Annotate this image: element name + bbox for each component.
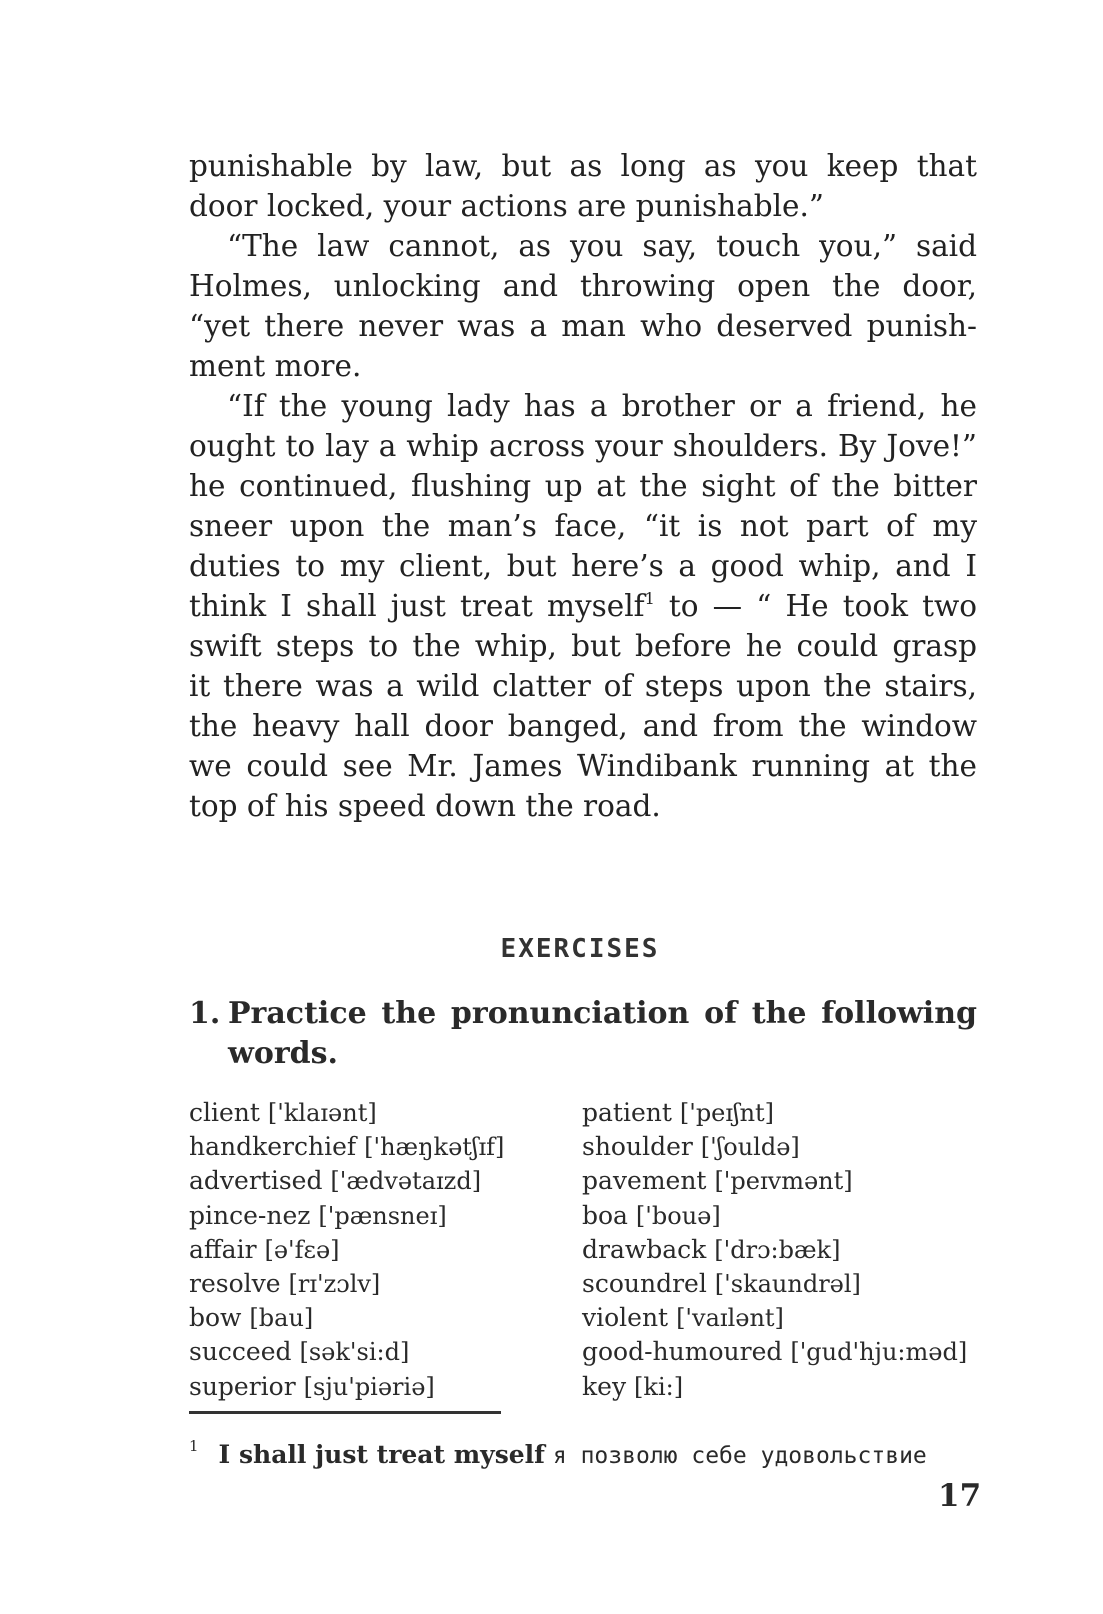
transcription: ['vaɪlənt] [676, 1304, 784, 1333]
word-entry [189, 1267, 549, 1301]
transcription: ['drɔ:bæk] [714, 1235, 841, 1264]
word-entry [582, 1130, 982, 1164]
paragraph-1 [189, 146, 977, 226]
word-entry [189, 1335, 549, 1369]
footnote-mark: 1 [189, 1437, 199, 1455]
word: good-humoured [582, 1337, 783, 1367]
text-line: sneer upon the man’s face, “it is not part of my [189, 509, 977, 543]
paragraph-2 [189, 226, 977, 386]
text-line: “If the young lady has a brother or a friend, he [227, 389, 977, 423]
word-list-right [582, 1096, 982, 1404]
task-number: 1. [189, 996, 221, 1031]
text-line: “The law cannot, as you say, touch you,” said [227, 229, 977, 263]
word: violent [582, 1303, 669, 1333]
text-line: it there was a wild clatter of steps upon the stairs, [189, 669, 977, 703]
transcription: [sju'piəriə] [303, 1372, 435, 1401]
story-text [189, 146, 977, 826]
word: advertised [189, 1166, 323, 1196]
word-entry [189, 1130, 549, 1164]
word: bow [189, 1303, 242, 1333]
word-entry [582, 1233, 982, 1267]
word: boa [582, 1200, 628, 1230]
page-number: 17 [938, 1478, 982, 1514]
word: pavement [582, 1166, 707, 1196]
text-fragment: think I shall just treat myself [189, 589, 645, 623]
footnote-reference: 1 [644, 589, 655, 608]
word-entry [189, 1233, 549, 1267]
word-entry [582, 1199, 982, 1233]
footnote-gloss: я позволю себе удовольствие [552, 1443, 927, 1469]
word-entry [582, 1164, 982, 1198]
transcription: ['ʃouldə] [700, 1133, 800, 1162]
transcription: [ə'fɛə] [264, 1235, 340, 1264]
text-line: punishable by law, but as long as you keep that [189, 149, 977, 183]
word-entry [189, 1096, 549, 1130]
transcription: ['pænsneɪ] [318, 1201, 447, 1230]
word-entry [582, 1267, 982, 1301]
word-entry [582, 1096, 982, 1130]
word: scoundrel [582, 1269, 707, 1299]
exercise-task-1 [189, 994, 977, 1074]
transcription: ['peɪʃnt] [679, 1099, 775, 1127]
task-text-line: Practice the pronunciation of the following [228, 996, 977, 1031]
transcription: [sək'si:d] [299, 1338, 410, 1367]
text-line: ought to lay a whip across your shoulders. By Jove!” [189, 429, 977, 463]
word: resolve [189, 1269, 281, 1299]
footnote-term: I shall just treat myself [218, 1440, 545, 1469]
transcription: [ki:] [634, 1372, 684, 1401]
text-line: duties to my client, but here’s a good whip, and I [189, 549, 977, 583]
word: affair [189, 1234, 257, 1264]
word-entry [189, 1301, 549, 1335]
text-line: he continued, flushing up at the sight of the bitter [189, 469, 977, 503]
transcription: [bau] [249, 1304, 314, 1333]
text-line: we could see Mr. James Windibank running at the [189, 749, 977, 783]
word-list-left [189, 1096, 549, 1404]
word: superior [189, 1371, 296, 1401]
transcription: ['hæŋkətʃɪf] [364, 1133, 505, 1162]
transcription: ['peɪvmənt] [714, 1167, 853, 1196]
transcription: ['bouə] [635, 1201, 721, 1230]
word-entry [189, 1370, 549, 1404]
text-line: top of his speed down the road. [189, 789, 661, 823]
transcription: ['gud'hju:məd] [790, 1338, 968, 1367]
word: patient [582, 1098, 672, 1127]
word: shoulder [582, 1132, 693, 1162]
task-text-line: words. [228, 1036, 338, 1071]
text-line: Holmes, unlocking and throwing open the door, [189, 269, 977, 303]
text-line: door locked, your actions are punishable.” [189, 189, 824, 223]
task-text [189, 994, 977, 1074]
transcription: ['klaɪənt] [267, 1099, 377, 1127]
text-line: the heavy hall door banged, and from the window [189, 709, 977, 743]
word-entry [189, 1164, 549, 1198]
text-line: swift steps to the whip, but before he could grasp [189, 629, 977, 663]
word: key [582, 1371, 627, 1401]
exercises-heading: EXERCISES [500, 934, 660, 964]
footnote [189, 1437, 927, 1469]
word: client [189, 1098, 260, 1127]
text-line-with-footnote [189, 586, 977, 626]
footnote-divider [189, 1411, 501, 1414]
word-entry [189, 1199, 549, 1233]
word: handkerchief [189, 1132, 357, 1162]
transcription: ['ædvətaɪzd] [330, 1167, 482, 1196]
word: drawback [582, 1234, 707, 1264]
paragraph-3 [189, 386, 977, 826]
text-fragment: to — “ He took two [654, 589, 977, 623]
word-entry [582, 1301, 982, 1335]
word: succeed [189, 1337, 292, 1367]
text-line: ment more. [189, 349, 362, 383]
transcription: ['skaundrəl] [714, 1270, 861, 1299]
text-line: “yet there never was a man who deserved punish- [189, 309, 977, 343]
word-entry [582, 1335, 982, 1369]
transcription: [rɪ'zɔlv] [288, 1270, 381, 1299]
word: pince-nez [189, 1200, 311, 1230]
word-entry [582, 1370, 982, 1404]
